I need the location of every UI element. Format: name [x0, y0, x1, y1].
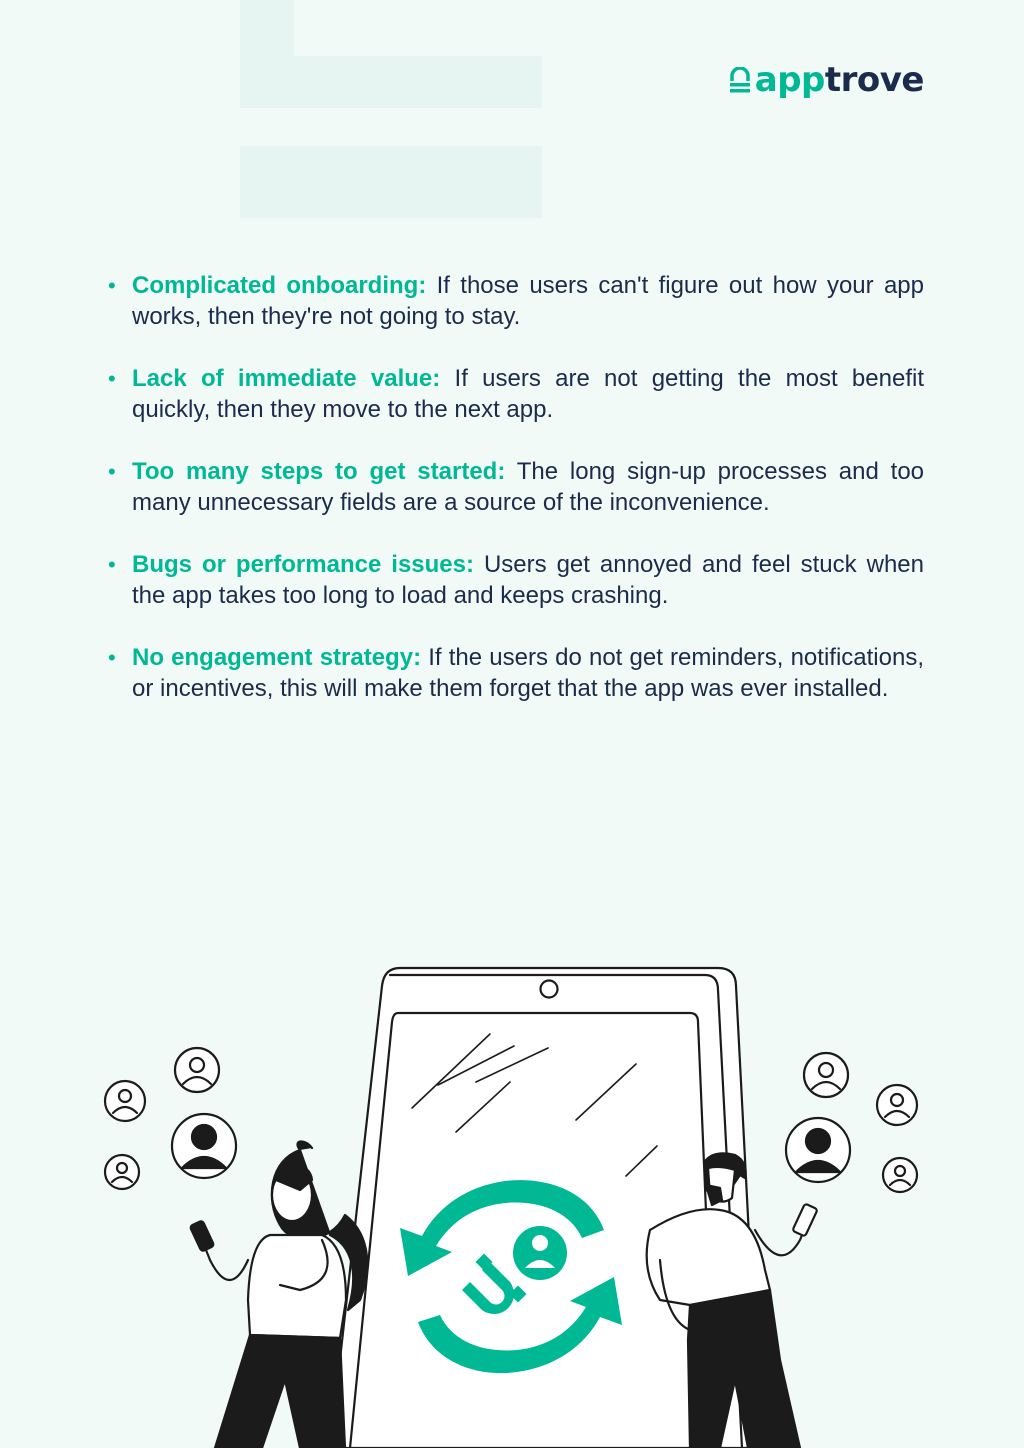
apptrove-logo-icon	[729, 67, 751, 93]
apptrove-logo	[729, 60, 924, 100]
reason-text: The long sign-up processes and too many unnecessary fields are a source of the inconvenience.	[132, 458, 925, 516]
retention-reasons-list	[104, 270, 924, 735]
list-item	[104, 456, 924, 518]
logo-text-app: app	[754, 60, 825, 100]
reason-term: No engagement strategy:	[132, 644, 422, 671]
camera-icon	[541, 981, 558, 998]
phone-icon	[190, 1220, 215, 1251]
logo-text-trove: trove	[824, 60, 924, 100]
list-item	[104, 642, 924, 704]
user-avatar-icon	[883, 1158, 917, 1192]
reason-text: If the users do not get reminders, notifications, or incentives, this will make them forget that the app was ever installed.	[132, 644, 924, 702]
user-avatar-icon	[105, 1155, 139, 1189]
user-avatar-icon	[105, 1081, 145, 1121]
user-retention-illustration	[95, 955, 935, 1448]
user-avatar-icon	[172, 1114, 236, 1178]
list-item	[104, 363, 924, 425]
reason-text: If those users can't figure out how your app works, then they're not going to stay.	[132, 272, 924, 330]
reason-term: Too many steps to get started:	[132, 458, 506, 485]
reason-text: If users are not getting the most benefit quickly, then they move to the next app.	[132, 365, 924, 423]
phone-icon	[792, 1203, 817, 1236]
decorative-block-bar	[240, 56, 542, 108]
user-avatar-icon	[804, 1053, 848, 1097]
woman-with-phone-illustration	[190, 1141, 367, 1448]
user-avatar-icon	[786, 1118, 850, 1182]
list-item	[104, 549, 924, 611]
list-item	[104, 270, 924, 332]
user-avatar-icon	[175, 1048, 219, 1092]
reason-term: Complicated onboarding:	[132, 272, 427, 299]
user-avatar-icon	[877, 1085, 917, 1125]
reason-term: Lack of immediate value:	[132, 365, 441, 392]
reason-text: Users get annoyed and feel stuck when the app takes too long to load and keeps crashing.	[132, 551, 924, 609]
decorative-block-lower	[240, 146, 542, 218]
user-avatar-icon	[513, 1226, 567, 1280]
reason-term: Bugs or performance issues:	[132, 551, 474, 578]
